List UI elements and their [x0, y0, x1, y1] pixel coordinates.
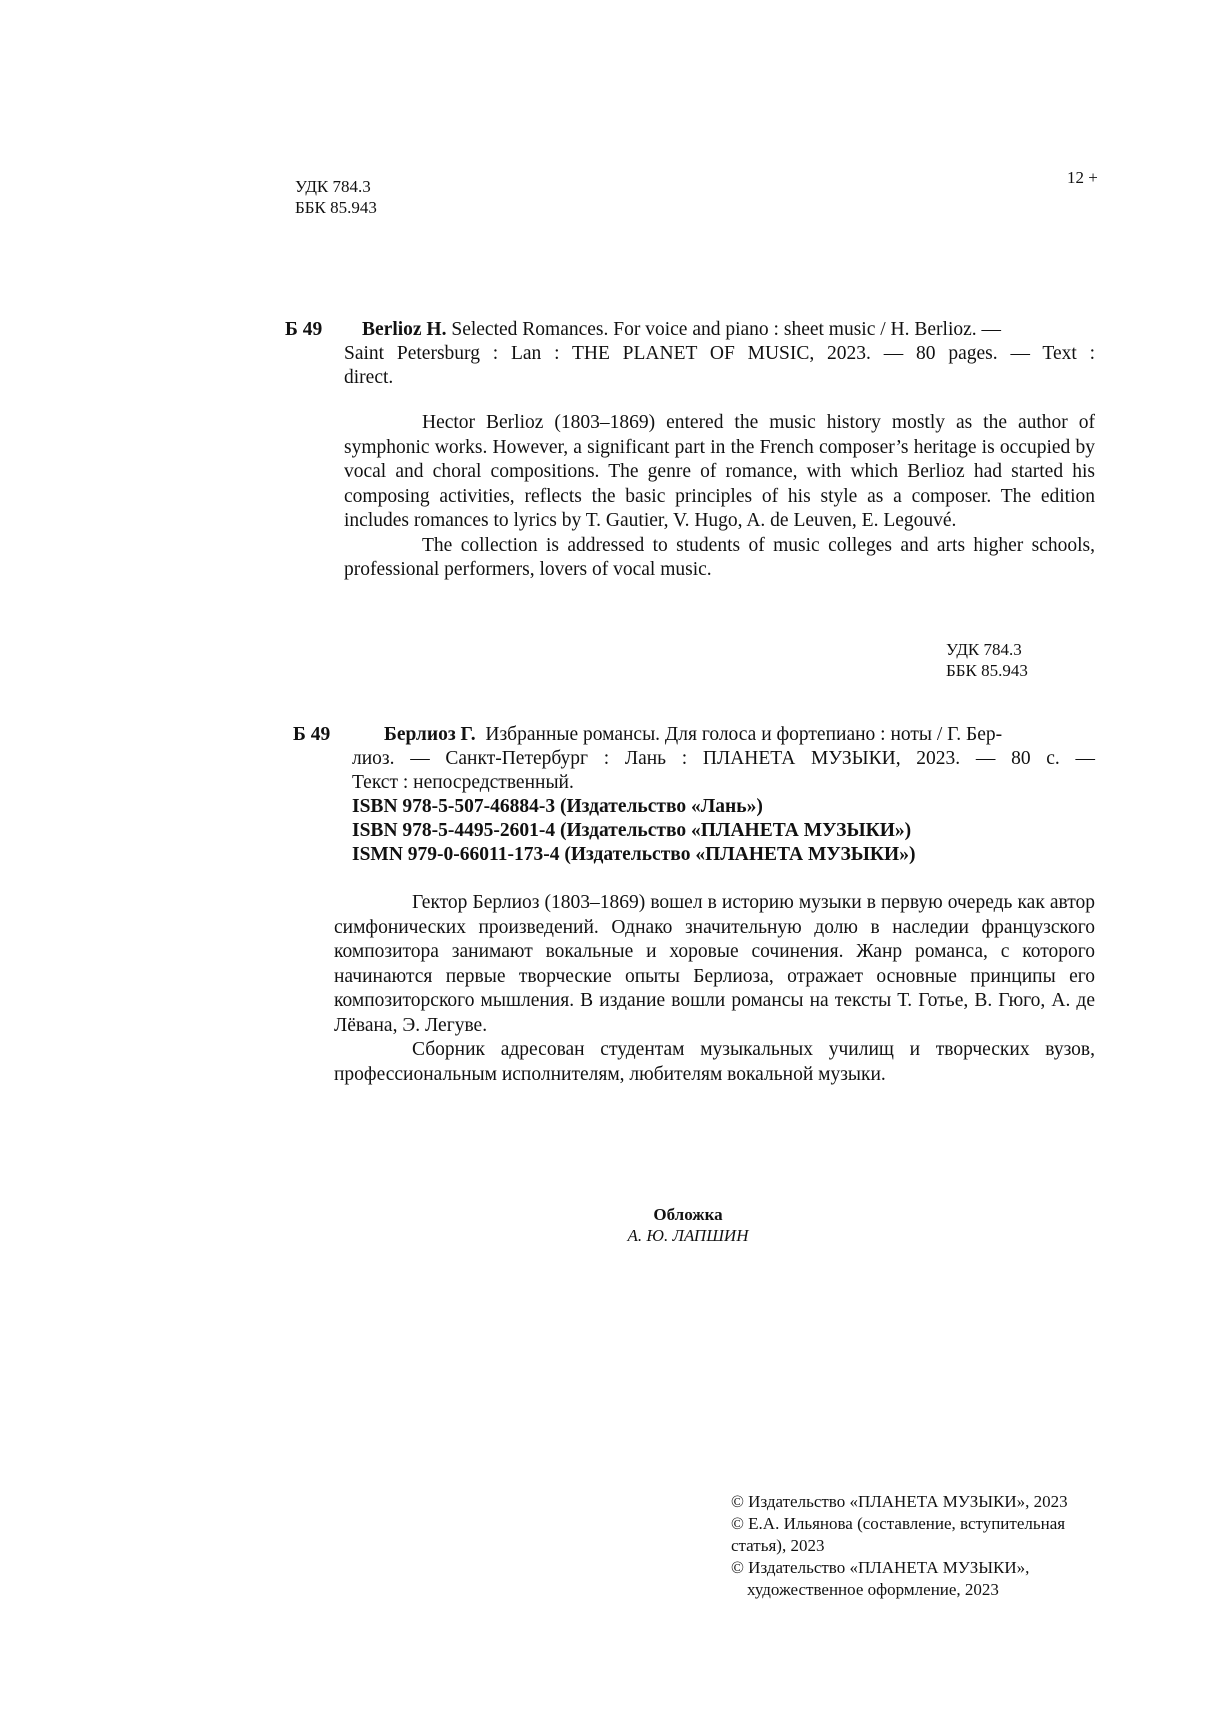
copyright-block — [731, 1491, 1091, 1601]
ru-author: Берлиоз Г. — [384, 724, 476, 745]
en-abstract-p1: Hector Berlioz (1803–1869) entered the music history mostly as the author of symphonic works. However, a significant part in the French composer’s heritage is occupied by vocal and choral compositions. The genre of romance, with which Berlioz had started his composing activities, reflects the basic principles of his style as a composer. The edition includes romances to lyrics by T. Gautier, V. Hugo, A. de Leuven, E. Legouvé. — [344, 412, 1095, 531]
isbn-planeta: ISBN 978-5-4495-2601-4 (Издательство «ПЛАНЕТА МУЗЫКИ») — [352, 820, 912, 841]
en-entry-code: Б 49 — [285, 319, 323, 340]
en-abstract-p2: The collection is addressed to students of music colleges and arts higher schools, professional performers, lovers of vocal music. — [344, 534, 1095, 580]
cover-label: Обложка — [653, 1205, 723, 1224]
ru-bbk-code: ББК 85.943 — [946, 661, 1028, 680]
isbn-lan: ISBN 978-5-507-46884-3 (Издательство «Лань») — [352, 796, 763, 817]
ru-udk-code: УДК 784.3 — [946, 640, 1022, 659]
copyright-line1: © Издательство «ПЛАНЕТА МУЗЫКИ», 2023 — [731, 1492, 1068, 1511]
en-bib-line1-rest: Selected Romances. For voice and piano : sheet music / H. Berlioz. — — [446, 319, 1002, 340]
en-bib-line2: Saint Petersburg : Lan : THE PLANET OF MUSIC, 2023. — 80 pages. — Text : — [344, 343, 1095, 364]
en-author: Berlioz H. — [362, 319, 447, 340]
copyright-line3: статья), 2023 — [731, 1536, 825, 1555]
copyright-line5: художественное оформление, 2023 — [747, 1580, 999, 1599]
age-rating: 12 + — [1067, 168, 1098, 187]
ru-bib-line2: лиоз. — Санкт-Петербург : Лань : ПЛАНЕТА МУЗЫКИ, 2023. — 80 с. — — [352, 748, 1095, 769]
ismn-planeta: ISMN 979-0-66011-173-4 (Издательство «ПЛАНЕТА МУЗЫКИ») — [352, 844, 916, 865]
ru-bib-line1 — [384, 723, 1095, 748]
ru-abstract-p1: Гектор Берлиоз (1803–1869) вошел в историю музыки в первую очередь как автор симфонических произведений. Однако значительную долю в наследии французского композитора занимают вокальные и хоровые сочинения. Жанр романса, с которого начинаются первые творческие опыты Берлиоза, отражает основные принципы его композиторского мышления. В издание вошли романсы на тексты Т. Готье, В. Гюго, А. де Лёвана, Э. Легуве. — [334, 892, 1095, 1036]
ru-bib-line3: Текст : непосредственный. — [352, 772, 574, 793]
en-abstract — [344, 411, 1095, 583]
cover-designer: А. Ю. ЛАПШИН — [627, 1226, 749, 1245]
bbk-code: ББК 85.943 — [295, 198, 377, 217]
ru-bib-line1-rest: Избранные романсы. Для голоса и фортепиано : ноты / Г. Бер- — [485, 724, 1003, 745]
copyright-line2: © Е.А. Ильянова (составление, вступительная — [731, 1514, 1066, 1533]
ru-abstract-p2: Сборник адресован студентам музыкальных училищ и творческих вузов, профессиональным исполнителям, любителям вокальной музыки. — [334, 1039, 1095, 1085]
en-bib-line3: direct. — [344, 367, 394, 388]
ru-entry-code: Б 49 — [293, 724, 331, 745]
ru-abstract — [334, 891, 1095, 1087]
en-bib-line1 — [362, 318, 1095, 343]
udk-code: УДК 784.3 — [295, 177, 371, 196]
copyright-line4: © Издательство «ПЛАНЕТА МУЗЫКИ», — [731, 1558, 1030, 1577]
